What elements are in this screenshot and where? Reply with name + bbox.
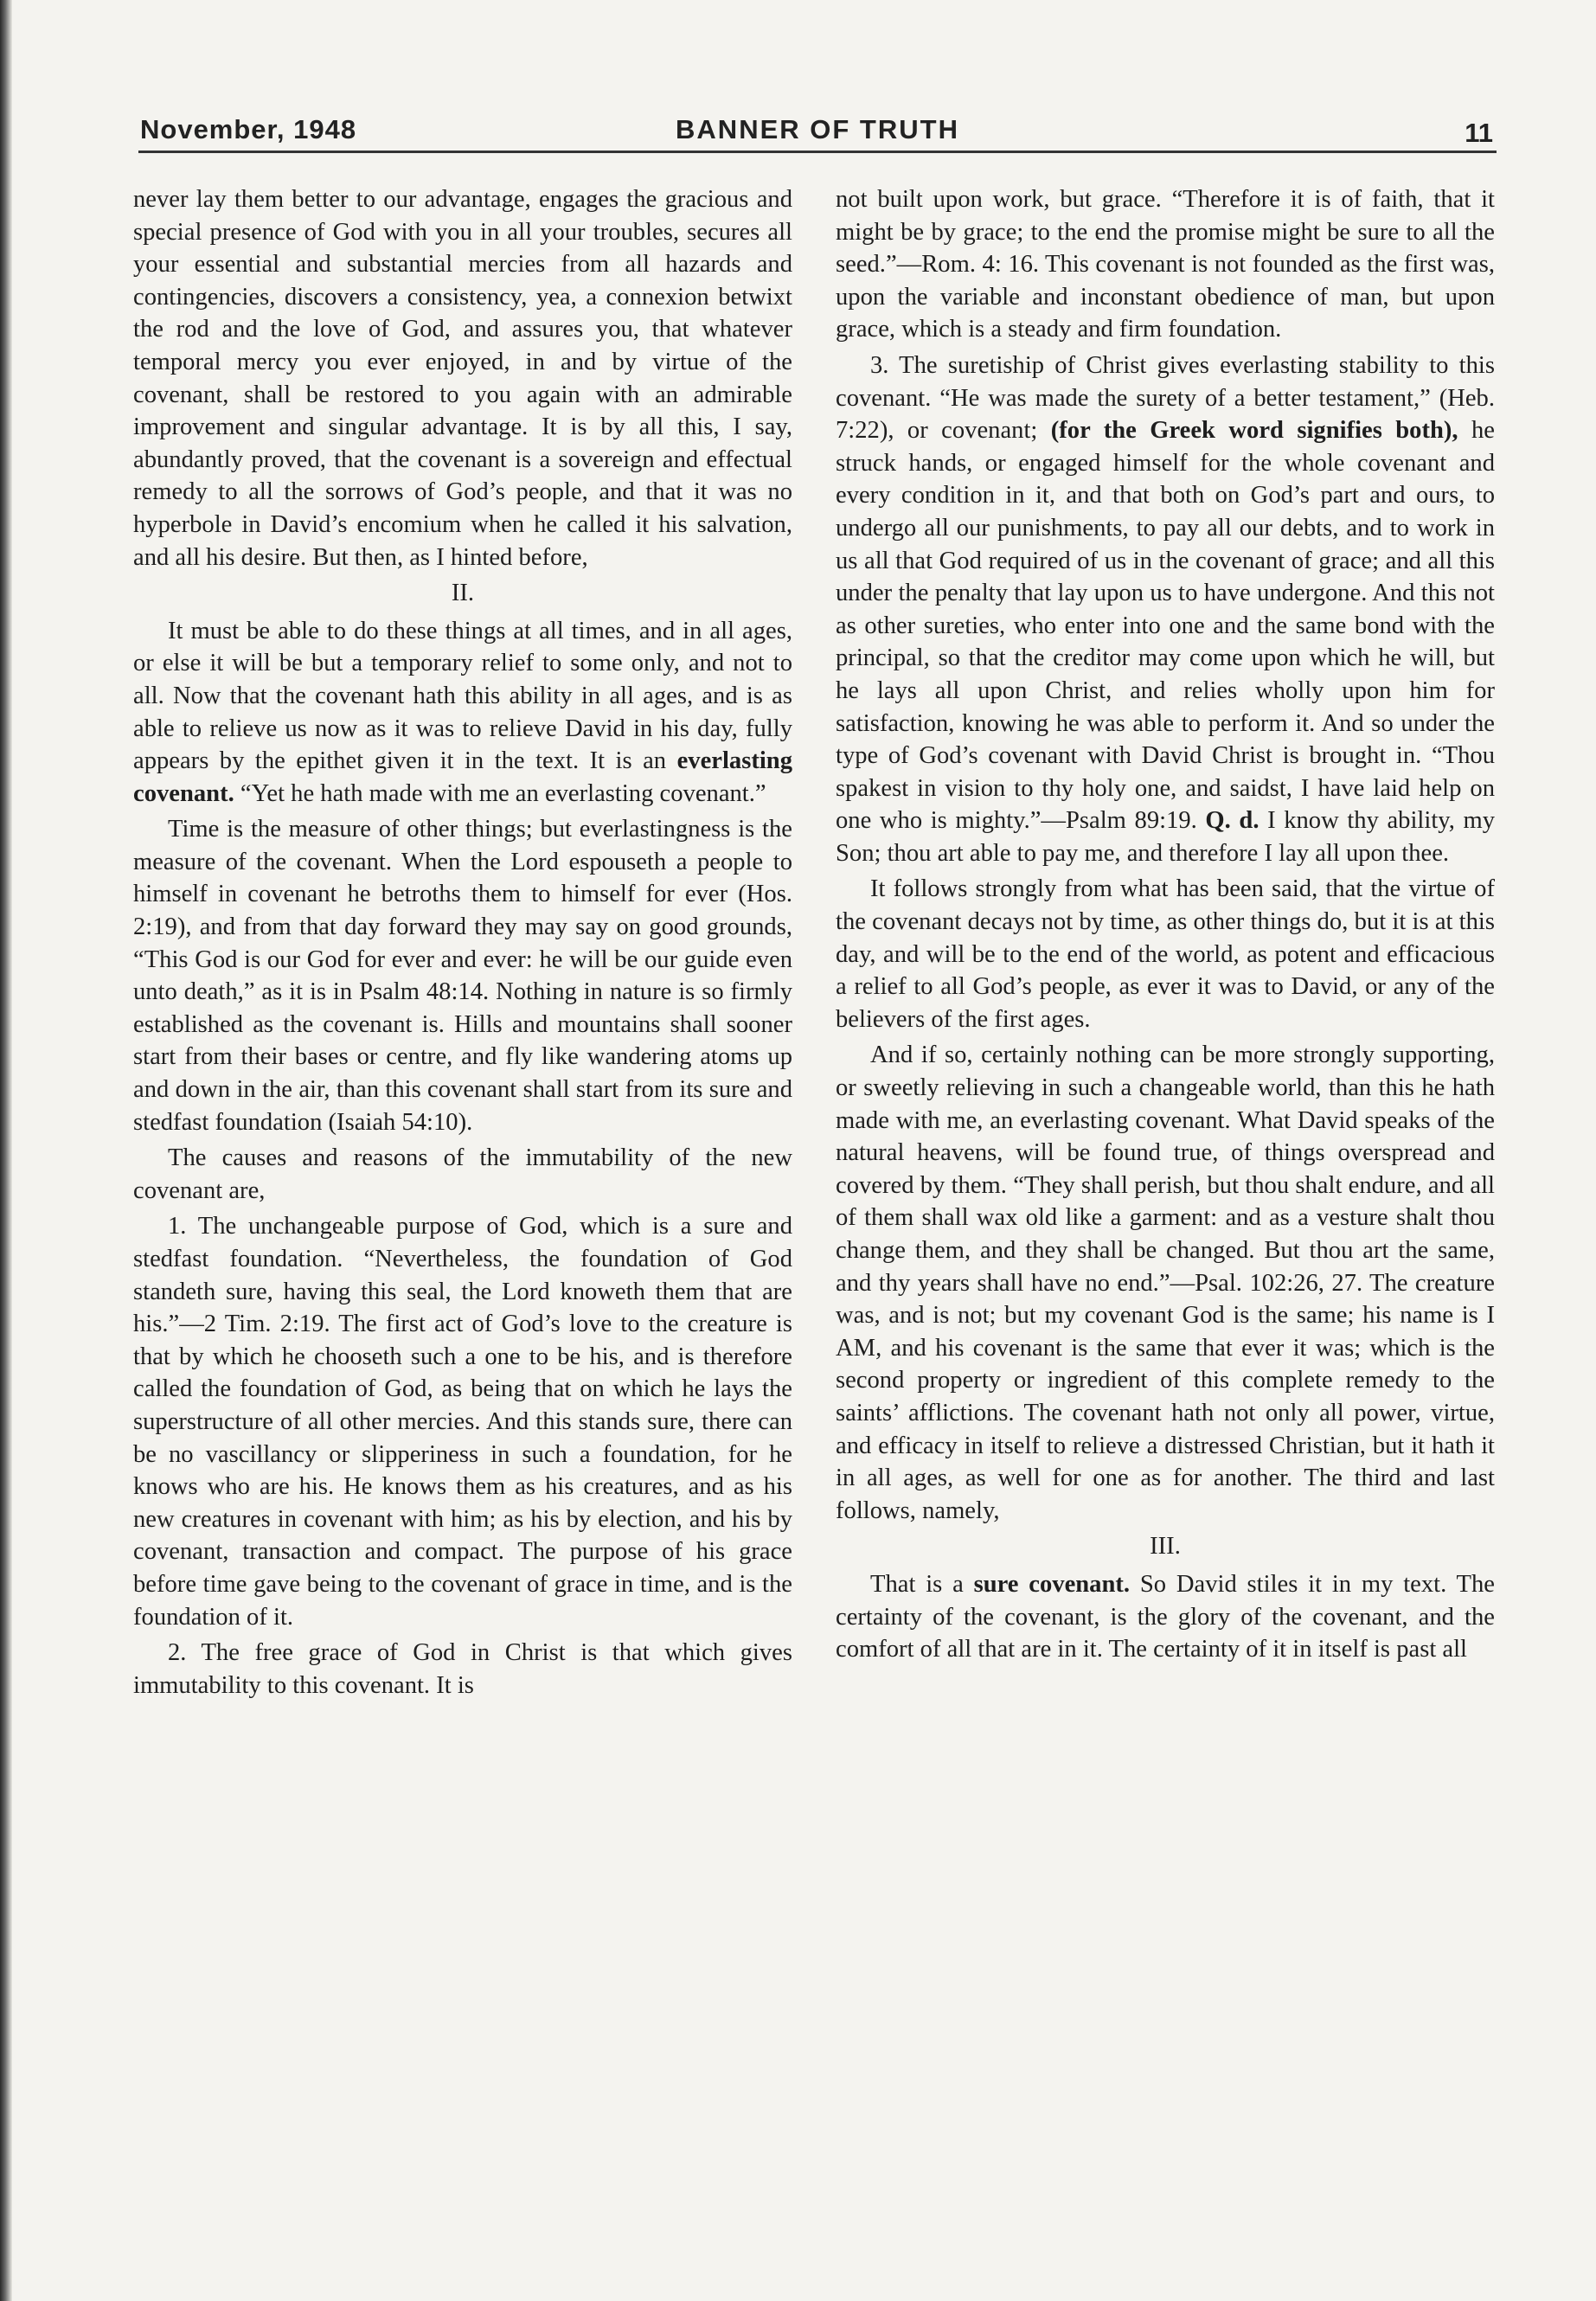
publication-title: BANNER OF TRUTH — [676, 114, 959, 144]
bold-phrase: everlasting covenant. — [133, 747, 792, 807]
section-heading-iii: III. — [1150, 1533, 1181, 1561]
issue-date: November, 1948 — [140, 114, 357, 144]
paragraph: not built upon work, but grace. “Therefore it is of faith, that it might be by grace; to the end the promise might be sure to all the seed.”—Rom. 4: 16. This covenant is not founded as the first was, upon the variable and inconstant obedience of man, but upon grace, which is a steady and firm foundation. — [836, 186, 1495, 343]
paragraph — [133, 615, 792, 811]
bold-phrase: (for the Greek word signifies both), — [1050, 417, 1458, 445]
paragraph: And if so, certainly nothing can be more strongly supporting, or sweetly relieving in such a changeable world, than this he hath made with me, an everlasting covenant. What David speaks of the natural heavens, will be found true, of things overspread and covered by them. “They shall perish, but thou shalt endure, and all of them shall wax old like a garment: and as a vesture shalt thou change them, and they shall be changed. But thou art the same, and thy years shall have no end.”—Psal. 102:26, 27. The creature was, and is not; but my covenant God is the same; his name is I AM, and his covenant is the same that ever it was; which is the second property or ingredient of this complete remedy to the saints’ afflictions. The covenant hath not only all power, virtue, and efficacy in itself to relieve a distressed Christian, but it hath it in all ages, as well for one as for another. The third and last follows, namely, — [836, 1042, 1495, 1524]
text-run: It must be able to do these things at all times, and in all ages, or else it will be but a temporary relief to some only, and not to all. Now that the covenant hath this ability in all ages, and is as able to relieve us now as it was to relieve David in his day, fully appears by the epithet given it in the text. It is an — [133, 617, 792, 775]
text-run: So David stiles it in my text. The certainty of the covenant, is the glory of the covenant, and the comfort of all that are in it. The certainty of it in itself is past all — [836, 1570, 1495, 1663]
paragraph — [836, 349, 1495, 870]
text-run: “Yet he hath made with me an everlasting covenant.” — [234, 779, 766, 807]
paragraph: It follows strongly from what has been said, that the virtue of the covenant decays not by time, as other things do, but it is at this day, and will be to the end of the world, as potent and efficacious a relief to all God’s people, as ever it was to David, or any of the believers of the first ages. — [836, 875, 1495, 1033]
paragraph: The causes and reasons of the immutability of the new covenant are, — [133, 1144, 792, 1204]
paragraph: Time is the measure of other things; but everlastingness is the measure of the covenant. When the Lord espouseth a people to himself in covenant he betroths them to himself for ever (Hos. 2:19), and from that day forward they may say on good grounds, “This God is our God for ever and ever: he will be our guide even unto death,” as it is in Psalm 48:14. Nothing in nature is so firmly established as the covenant is. Hills and mountains shall sooner start from their bases or centre, and fly like wandering atoms up and down in the air, than this covenant shall start from its sure and stedfast foundation (Isaiah 54:10). — [133, 816, 792, 1136]
paragraph — [836, 1568, 1495, 1666]
paragraph: never lay them better to our advantage, engages the gracious and special presence of God with you in all your troubles, secures all your essential and substantial mercies from all hazards and contingencies, discovers a consistency, yea, a connexion betwixt the rod and the love of God, and assures you, that whatever temporal mercy you ever enjoyed, in and by virtue of the covenant, shall be restored to you again with an admirable improvement and singular advantage. It is by all this, I say, abundantly proved, that the covenant is a sovereign and effectual remedy to all the sorrows of God’s people, and that it was no hyperbole in David’s encomium when he called it his salvation, and all his desire. But then, as I hinted before, — [133, 186, 792, 571]
left-column — [133, 183, 792, 1705]
right-column — [836, 183, 1495, 1670]
paragraph: 2. The free grace of God in Christ is that which gives immutability to this covenant. It is — [133, 1639, 792, 1699]
binding-edge — [0, 0, 12, 2301]
bold-phrase: sure covenant. — [973, 1570, 1131, 1598]
bold-phrase: Q. d. — [1205, 807, 1259, 835]
text-run: I know thy ability, my Son; thou art able to pay me, and therefore I lay all upon thee. — [836, 807, 1495, 867]
section-heading-ii: II. — [451, 580, 475, 607]
text-run: That is a — [870, 1570, 974, 1598]
page-number: 11 — [1465, 118, 1493, 148]
paragraph: 1. The unchangeable purpose of God, which is a sure and stedfast foundation. “Nevertheless, the foundation of God standeth sure, having this seal, the Lord knoweth them that are his.”—2 Tim. 2:19. The first act of God’s love to the creature is that by which he chooseth such a one to be his, and is therefore called the foundation of God, as being that on which he lays the superstructure of all other mercies. And this stands sure, there can be no vascillancy or slipperiness in such a foundation, for he knows who are his. He knows them as his creatures, and as his new creatures in covenant with him; as his by election, and his by covenant, transaction and compact. The purpose of his grace before time gave being to the covenant of grace in time, and is the foundation of it. — [133, 1213, 792, 1631]
text-run: 3. The suretiship of Christ gives everlasting stability to this covenant. “He was made the surety of a better testament,” (Heb. 7:22), or covenant; — [836, 351, 1495, 445]
text-run: he struck hands, or engaged himself for the whole covenant and every condition in it, and that both on God’s part and ours, to undergo all our punishments, to pay all our debts, and to work in us all that God required of us in the covenant of grace; and all this under the penalty that lay upon us to have undergone. And this not as other sureties, who enter into one and the same bond with the principal, so that the creditor may come upon which he will, but he lays all upon Christ, and relies wholly upon him for satisfaction, knowing he was able to perform it. And so under the type of God’s covenant with David Christ is brought in. “Thou spakest in vision to thy holy one, and saidst, I have laid help on one who is mighty.”—Psalm 89:19. — [836, 417, 1495, 835]
running-header — [138, 109, 1497, 153]
